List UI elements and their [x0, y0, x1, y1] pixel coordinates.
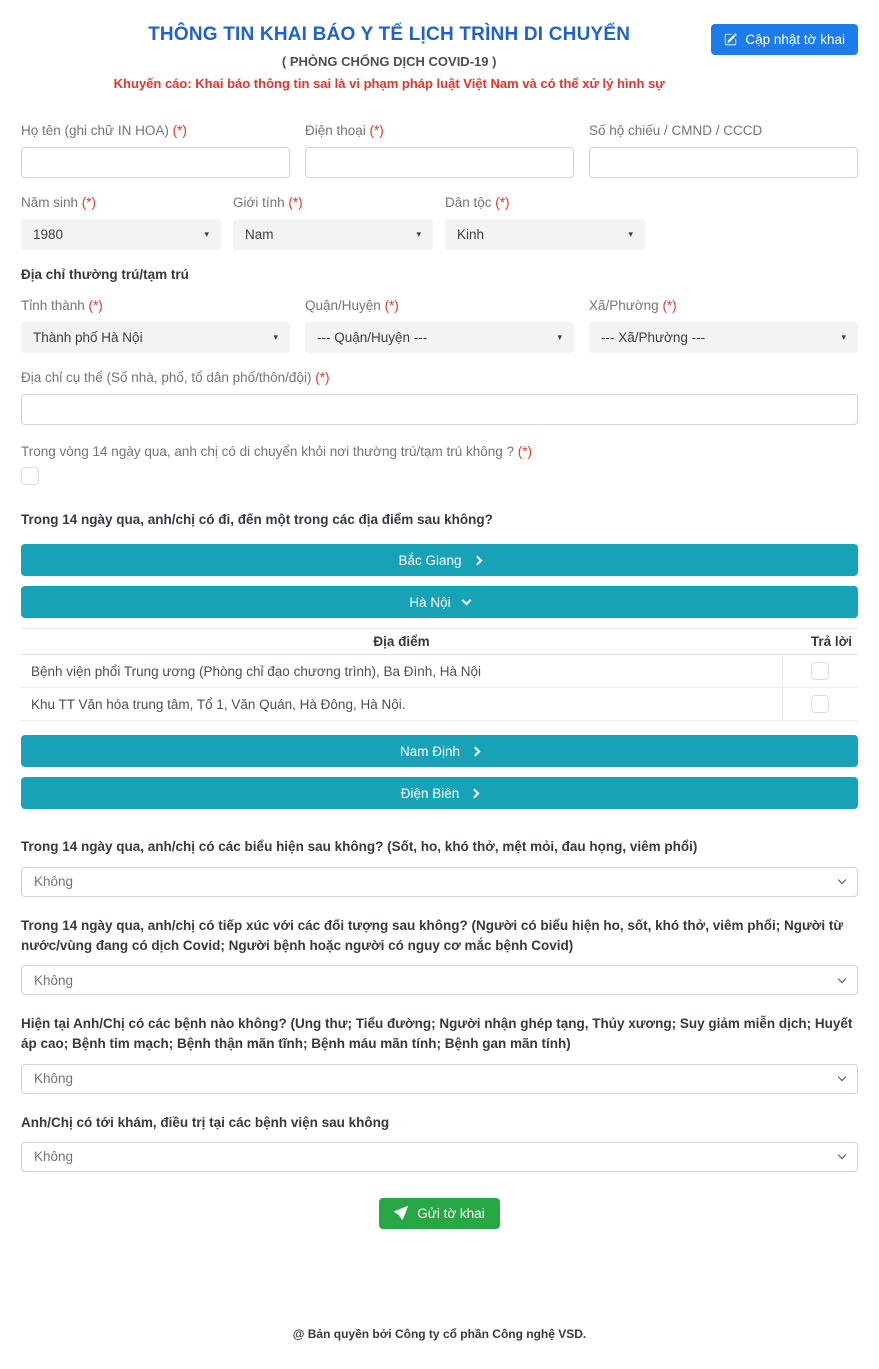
contact-select[interactable]: [21, 965, 858, 995]
page-subtitle: ( PHÒNG CHỐNG DỊCH COVID-19 ): [281, 54, 497, 69]
detail-address-field-group: [21, 370, 858, 425]
province-toggle-label: Nam Định: [399, 743, 461, 759]
chevron-right-icon: [472, 555, 482, 565]
birthyear-value: 1980: [33, 227, 64, 242]
chevron-down-icon: [838, 1151, 846, 1159]
header: [21, 24, 858, 91]
locations-question: Trong 14 ngày qua, anh/chị có đi, đến một trong các địa điểm sau không?: [21, 512, 493, 527]
province-value: Thành phố Hà Nội: [33, 330, 143, 345]
phone-input[interactable]: [305, 147, 574, 178]
birthyear-select[interactable]: [21, 219, 221, 250]
moved-checkbox[interactable]: [21, 467, 39, 485]
symptoms-value: Không: [34, 874, 74, 889]
phone-field-group: [305, 123, 574, 178]
detail-address-label: Địa chỉ cụ thể (Số nhà, phố, tổ dân phố/thôn/đội) (*): [21, 370, 330, 385]
caret-down-icon: ▾: [557, 332, 562, 342]
hospitals-question-group: [21, 1113, 858, 1172]
contact-question: Trong 14 ngày qua, anh/chị có tiếp xúc với các đối tượng sau không? (Người có biểu hiện ho, sốt, khó thở, viêm phổi; Người từ nước/vùng đang có dịch Covid; Người bệnh hoặc người có nguy cơ mắc bệnh Covid): [21, 917, 844, 953]
ward-label: Xã/Phường (*): [589, 298, 677, 313]
chevron-right-icon: [471, 746, 481, 756]
fullname-field-group: [21, 123, 290, 178]
edit-icon: [724, 33, 737, 46]
ward-select[interactable]: [589, 322, 858, 353]
answer-checkbox[interactable]: [811, 662, 829, 680]
personal-info-row: [21, 123, 858, 178]
address-section-heading: Địa chỉ thường trú/tạm trú: [21, 267, 189, 282]
district-select[interactable]: [305, 322, 574, 353]
caret-down-icon: ▾: [273, 332, 278, 342]
symptoms-select[interactable]: [21, 867, 858, 897]
hospitals-select[interactable]: [21, 1142, 858, 1172]
ward-value: --- Xã/Phường ---: [601, 330, 706, 345]
chevron-down-icon: [838, 974, 846, 982]
diseases-select[interactable]: [21, 1064, 858, 1094]
update-declaration-label: Cập nhật tờ khai: [745, 32, 845, 47]
district-value: --- Quận/Huyện ---: [317, 330, 428, 345]
idnumber-label: Số hộ chiếu / CMND / CCCD: [589, 123, 763, 138]
province-toggle-bac-giang[interactable]: [21, 544, 858, 576]
caret-down-icon: ▾: [204, 229, 209, 239]
province-toggle-ha-noi[interactable]: [21, 586, 858, 618]
hospitals-question: Anh/Chị có tới khám, điều trị tại các bệnh viện sau không: [21, 1114, 390, 1130]
detail-address-input[interactable]: [21, 394, 858, 425]
update-declaration-button[interactable]: [711, 24, 858, 55]
location-cell: Bệnh viện phổi Trung ương (Phòng chỉ đạo chương trình), Ba Đình, Hà Nội: [21, 655, 782, 688]
demographics-row: [21, 195, 858, 250]
locations-table-header-row: [21, 629, 858, 655]
chevron-down-icon: [461, 595, 471, 605]
send-icon: [394, 1206, 408, 1220]
province-toggle-label: Bắc Giang: [398, 552, 462, 568]
column-header-answer: Trả lời: [782, 629, 858, 655]
table-row: [21, 655, 858, 688]
copyright-text: @ Bản quyền bởi Công ty cổ phần Công nghệ VSD.: [292, 1326, 587, 1341]
submit-label: Gửi tờ khai: [417, 1205, 485, 1221]
idnumber-field-group: [589, 123, 858, 178]
submit-button[interactable]: [379, 1198, 499, 1229]
idnumber-input[interactable]: [589, 147, 858, 178]
ethnicity-field-group: [445, 195, 645, 250]
diseases-question-group: [21, 1014, 858, 1094]
ethnicity-select[interactable]: [445, 219, 645, 250]
column-header-location: Địa điểm: [21, 629, 782, 655]
gender-label: Giới tính (*): [233, 195, 303, 210]
district-field-group: [305, 298, 574, 353]
fullname-input[interactable]: [21, 147, 290, 178]
locations-table: [21, 628, 858, 721]
fullname-label: Họ tên (ghi chữ IN HOA) (*): [21, 123, 187, 138]
province-toggle-label: Hà Nội: [409, 594, 451, 610]
answer-cell: [782, 688, 858, 721]
answer-cell: [782, 655, 858, 688]
province-toggle-dien-bien[interactable]: [21, 777, 858, 809]
warning-text: Khuyến cáo: Khai báo thông tin sai là vi phạm pháp luật Việt Nam và có thể xử lý hình sự: [113, 76, 665, 91]
hospitals-value: Không: [34, 1149, 74, 1165]
ethnicity-value: Kinh: [457, 227, 485, 242]
symptoms-question-group: [21, 837, 858, 896]
birthyear-label: Năm sinh (*): [21, 195, 97, 210]
answer-checkbox[interactable]: [811, 695, 829, 713]
caret-down-icon: ▾: [416, 229, 421, 239]
diseases-question: Hiện tại Anh/Chị có các bệnh nào không? (Ung thư; Tiểu đường; Người nhận ghép tạng, Thủy xương; Suy giảm miễn dịch; Huyết áp cao; Bệnh tim mạch; Bệnh thận mãn tĩnh; Bệnh máu mãn tính; Bệnh gan mãn tính): [21, 1016, 853, 1052]
page-title: THÔNG TIN KHAI BÁO Y TẾ LỊCH TRÌNH DI CHUYỂN: [148, 24, 631, 45]
chevron-right-icon: [470, 788, 480, 798]
contact-question-group: [21, 916, 858, 996]
contact-value: Không: [34, 972, 74, 988]
location-cell: Khu TT Văn hóa trung tâm, Tổ 1, Văn Quán, Hà Đông, Hà Nội.: [21, 688, 782, 721]
header-titles: [21, 24, 697, 91]
table-row: [21, 688, 858, 721]
chevron-down-icon: [838, 876, 846, 884]
ward-field-group: [589, 298, 858, 353]
caret-down-icon: ▾: [628, 229, 633, 239]
province-field-group: [21, 298, 290, 353]
province-toggle-nam-dinh[interactable]: [21, 735, 858, 767]
moved-question: Trong vòng 14 ngày qua, anh chị có di chuyển khỏi nơi thường trú/tạm trú không ? (*): [21, 444, 533, 459]
caret-down-icon: ▾: [841, 332, 846, 342]
ethnicity-label: Dân tộc (*): [445, 195, 510, 210]
diseases-value: Không: [34, 1071, 74, 1086]
province-toggle-label: Điện Biên: [400, 785, 460, 801]
birthyear-field-group: [21, 195, 221, 250]
address-selects-row: [21, 298, 858, 353]
submit-row: [21, 1198, 858, 1229]
chevron-down-icon: [838, 1073, 846, 1081]
province-label: Tỉnh thành (*): [21, 298, 103, 313]
gender-value: Nam: [245, 227, 274, 242]
gender-select[interactable]: [233, 219, 433, 250]
district-label: Quận/Huyện (*): [305, 298, 399, 313]
gender-field-group: [233, 195, 433, 250]
phone-label: Điện thoại (*): [305, 123, 384, 138]
symptoms-question: Trong 14 ngày qua, anh/chị có các biểu hiện sau không? (Sốt, ho, khó thở, mệt mỏi, đau họng, viêm phổi): [21, 839, 698, 855]
province-select[interactable]: [21, 322, 290, 353]
